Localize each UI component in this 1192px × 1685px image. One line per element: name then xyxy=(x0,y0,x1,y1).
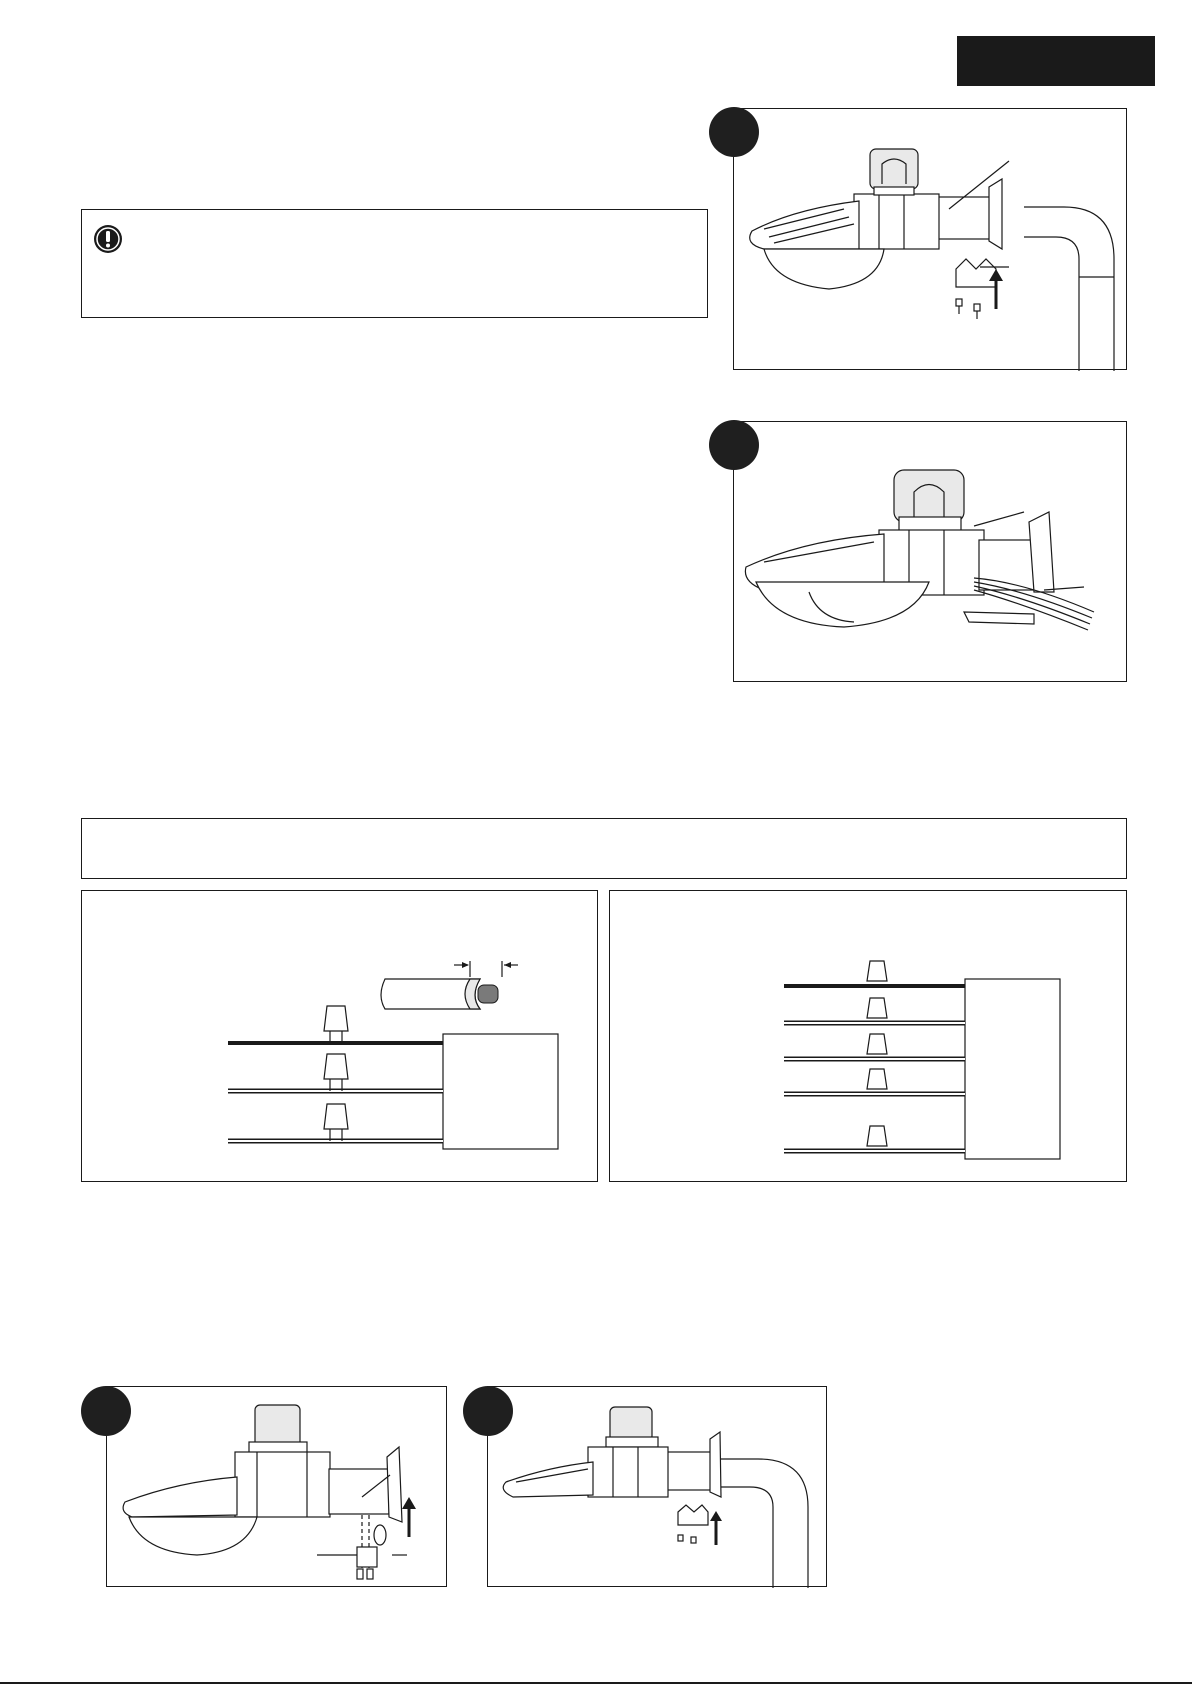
wire-nut-connector xyxy=(867,1034,887,1054)
step-marker xyxy=(463,1386,513,1436)
wire-nut-connector xyxy=(867,1126,887,1146)
wire-nut-connector xyxy=(324,1104,348,1141)
three-wire-connection-diagram xyxy=(82,891,599,1183)
wire-nut-connector xyxy=(867,998,887,1018)
bracket-attach-illustration xyxy=(107,1387,448,1588)
exclamation-circle-icon xyxy=(93,224,123,254)
five-wire-connection-diagram xyxy=(610,891,1128,1183)
figure-mounting-arm-to-pole xyxy=(733,108,1127,370)
wire-nut-connector xyxy=(867,961,887,981)
wiring-title-bar xyxy=(81,818,1127,879)
fixture-wires-illustration xyxy=(734,422,1128,683)
step-marker xyxy=(709,107,759,157)
page-header-tab xyxy=(957,36,1155,86)
wiring-diagram-left xyxy=(81,890,598,1182)
wiring-diagram-right xyxy=(609,890,1127,1182)
attach-to-pole-illustration xyxy=(488,1387,828,1588)
figure-bracket-attach xyxy=(106,1386,447,1587)
step-marker xyxy=(81,1386,131,1436)
fixture-mount-illustration xyxy=(734,109,1128,371)
caution-box xyxy=(81,209,708,318)
figure-attach-to-pole xyxy=(487,1386,827,1587)
wire-nut-connector xyxy=(324,1006,348,1043)
step-marker xyxy=(709,420,759,470)
footer-rule xyxy=(0,1682,1192,1684)
wire-nut-connector xyxy=(867,1069,887,1089)
figure-wires-through-arm xyxy=(733,421,1127,682)
wire-nut-connector xyxy=(324,1054,348,1091)
